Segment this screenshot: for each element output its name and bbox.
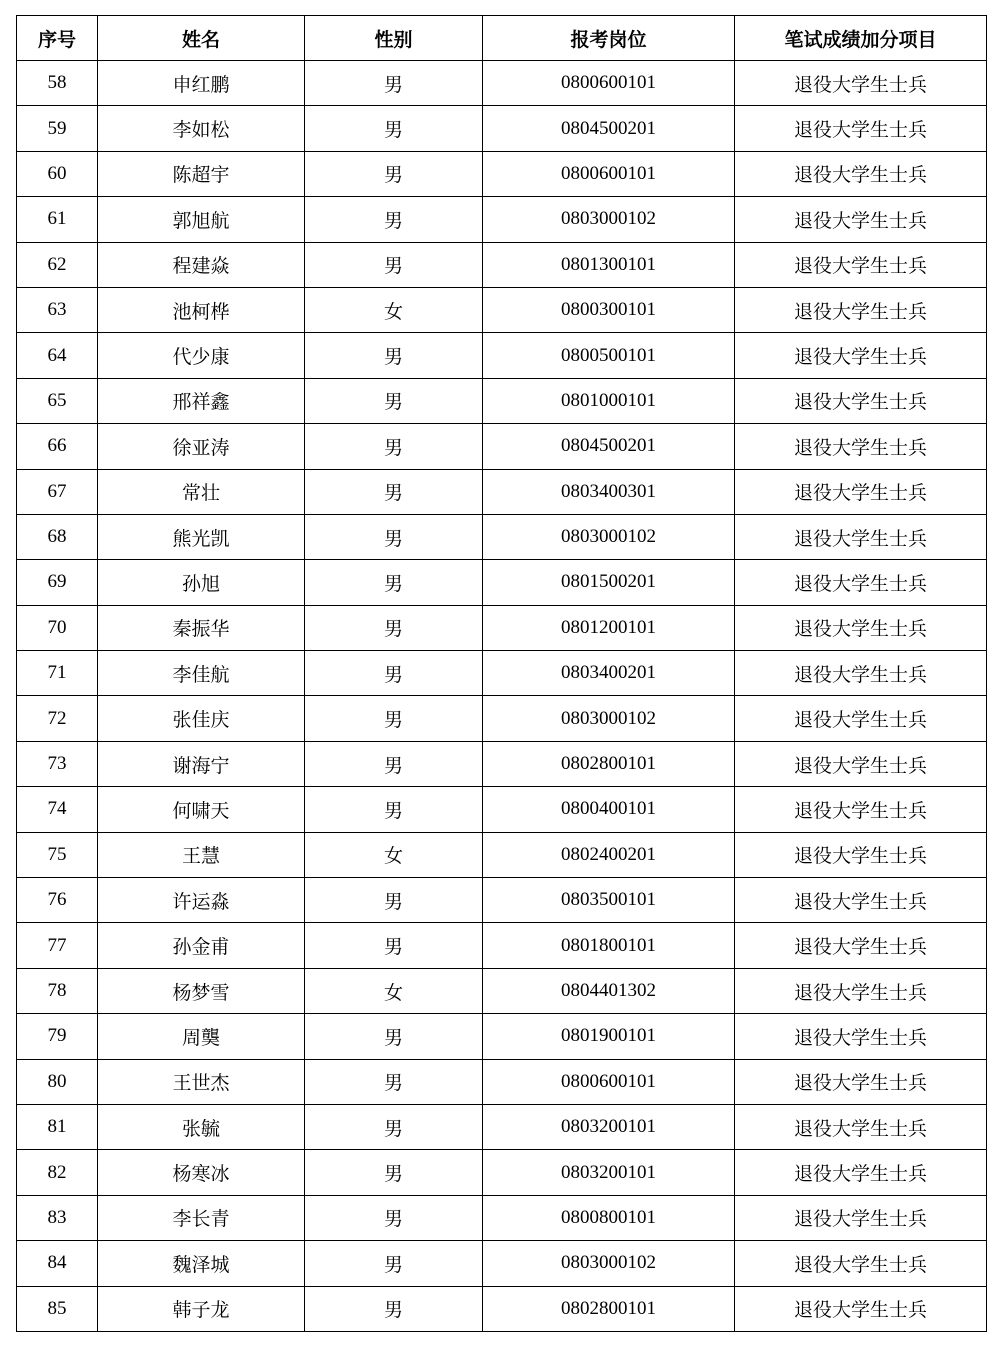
cell-position: 0801800101 — [483, 923, 735, 968]
cell-gender: 男 — [305, 514, 483, 559]
cell-name: 申红鹏 — [98, 61, 305, 106]
table-row — [17, 242, 987, 287]
cell-gender: 男 — [305, 696, 483, 741]
cell-name: 李长青 — [98, 1195, 305, 1240]
cell-bonus-item: 退役大学生士兵 — [735, 968, 987, 1013]
table-body — [17, 61, 987, 1332]
cell-serial: 61 — [17, 197, 98, 242]
cell-gender: 男 — [305, 1286, 483, 1331]
candidate-table — [16, 15, 987, 1332]
table-row — [17, 1286, 987, 1331]
cell-name: 王世杰 — [98, 1059, 305, 1104]
cell-gender: 男 — [305, 333, 483, 378]
cell-bonus-item: 退役大学生士兵 — [735, 197, 987, 242]
cell-serial: 84 — [17, 1241, 98, 1286]
cell-gender: 男 — [305, 605, 483, 650]
table-row — [17, 923, 987, 968]
cell-serial: 59 — [17, 106, 98, 151]
cell-serial: 72 — [17, 696, 98, 741]
cell-serial: 85 — [17, 1286, 98, 1331]
cell-serial: 77 — [17, 923, 98, 968]
cell-position: 0800600101 — [483, 151, 735, 196]
cell-bonus-item: 退役大学生士兵 — [735, 1014, 987, 1059]
cell-serial: 67 — [17, 469, 98, 514]
cell-name: 程建焱 — [98, 242, 305, 287]
cell-gender: 男 — [305, 787, 483, 832]
cell-name: 孙旭 — [98, 560, 305, 605]
table-row — [17, 61, 987, 106]
table-row — [17, 378, 987, 423]
cell-bonus-item: 退役大学生士兵 — [735, 878, 987, 923]
cell-serial: 71 — [17, 651, 98, 696]
cell-bonus-item: 退役大学生士兵 — [735, 696, 987, 741]
cell-serial: 76 — [17, 878, 98, 923]
cell-position: 0803000102 — [483, 1241, 735, 1286]
cell-gender: 男 — [305, 878, 483, 923]
cell-position: 0803200101 — [483, 1150, 735, 1195]
table-row — [17, 197, 987, 242]
cell-bonus-item: 退役大学生士兵 — [735, 651, 987, 696]
cell-position: 0804500201 — [483, 106, 735, 151]
cell-gender: 男 — [305, 1059, 483, 1104]
cell-position: 0800400101 — [483, 787, 735, 832]
cell-name: 孙金甫 — [98, 923, 305, 968]
cell-serial: 81 — [17, 1104, 98, 1149]
cell-gender: 女 — [305, 968, 483, 1013]
cell-serial: 68 — [17, 514, 98, 559]
header-gender: 性别 — [305, 16, 483, 61]
cell-bonus-item: 退役大学生士兵 — [735, 1059, 987, 1104]
header-row — [17, 16, 987, 61]
table-row — [17, 424, 987, 469]
cell-position: 0800500101 — [483, 333, 735, 378]
cell-bonus-item: 退役大学生士兵 — [735, 378, 987, 423]
cell-name: 徐亚涛 — [98, 424, 305, 469]
table-row — [17, 968, 987, 1013]
cell-position: 0801300101 — [483, 242, 735, 287]
cell-bonus-item: 退役大学生士兵 — [735, 1150, 987, 1195]
table-header — [17, 16, 987, 61]
cell-serial: 70 — [17, 605, 98, 650]
table-row — [17, 151, 987, 196]
cell-position: 0804401302 — [483, 968, 735, 1013]
cell-position: 0801000101 — [483, 378, 735, 423]
cell-name: 王慧 — [98, 832, 305, 877]
cell-bonus-item: 退役大学生士兵 — [735, 560, 987, 605]
table-row — [17, 787, 987, 832]
cell-bonus-item: 退役大学生士兵 — [735, 787, 987, 832]
cell-name: 魏泽城 — [98, 1241, 305, 1286]
table-row — [17, 651, 987, 696]
cell-gender: 男 — [305, 1014, 483, 1059]
cell-name: 何啸天 — [98, 787, 305, 832]
table-row — [17, 1059, 987, 1104]
cell-gender: 男 — [305, 1241, 483, 1286]
table-row — [17, 741, 987, 786]
cell-position: 0803500101 — [483, 878, 735, 923]
cell-name: 李如松 — [98, 106, 305, 151]
table-row — [17, 287, 987, 332]
table-row — [17, 605, 987, 650]
cell-gender: 男 — [305, 469, 483, 514]
cell-name: 邢祥鑫 — [98, 378, 305, 423]
document-page — [16, 15, 986, 1332]
cell-name: 杨梦雪 — [98, 968, 305, 1013]
cell-name: 常壮 — [98, 469, 305, 514]
cell-position: 0803000102 — [483, 514, 735, 559]
cell-bonus-item: 退役大学生士兵 — [735, 61, 987, 106]
cell-gender: 男 — [305, 378, 483, 423]
cell-name: 陈超宇 — [98, 151, 305, 196]
header-serial: 序号 — [17, 16, 98, 61]
cell-gender: 男 — [305, 741, 483, 786]
table-row — [17, 832, 987, 877]
cell-name: 池柯桦 — [98, 287, 305, 332]
cell-serial: 60 — [17, 151, 98, 196]
cell-gender: 男 — [305, 61, 483, 106]
cell-serial: 80 — [17, 1059, 98, 1104]
cell-bonus-item: 退役大学生士兵 — [735, 106, 987, 151]
cell-position: 0802800101 — [483, 1286, 735, 1331]
table-row — [17, 106, 987, 151]
cell-position: 0802800101 — [483, 741, 735, 786]
cell-position: 0800600101 — [483, 1059, 735, 1104]
cell-position: 0800300101 — [483, 287, 735, 332]
cell-serial: 66 — [17, 424, 98, 469]
table-row — [17, 469, 987, 514]
cell-gender: 男 — [305, 106, 483, 151]
header-position: 报考岗位 — [483, 16, 735, 61]
cell-name: 韩子龙 — [98, 1286, 305, 1331]
cell-bonus-item: 退役大学生士兵 — [735, 1286, 987, 1331]
cell-bonus-item: 退役大学生士兵 — [735, 469, 987, 514]
cell-gender: 女 — [305, 832, 483, 877]
cell-serial: 65 — [17, 378, 98, 423]
cell-position: 0801200101 — [483, 605, 735, 650]
cell-gender: 男 — [305, 197, 483, 242]
cell-serial: 82 — [17, 1150, 98, 1195]
cell-serial: 78 — [17, 968, 98, 1013]
cell-name: 张佳庆 — [98, 696, 305, 741]
cell-name: 周龑 — [98, 1014, 305, 1059]
header-name: 姓名 — [98, 16, 305, 61]
cell-name: 张毓 — [98, 1104, 305, 1149]
cell-serial: 69 — [17, 560, 98, 605]
cell-serial: 75 — [17, 832, 98, 877]
cell-bonus-item: 退役大学生士兵 — [735, 151, 987, 196]
cell-serial: 58 — [17, 61, 98, 106]
cell-name: 李佳航 — [98, 651, 305, 696]
cell-name: 许运淼 — [98, 878, 305, 923]
cell-gender: 男 — [305, 651, 483, 696]
cell-position: 0804500201 — [483, 424, 735, 469]
cell-position: 0801500201 — [483, 560, 735, 605]
table-row — [17, 1241, 987, 1286]
cell-serial: 62 — [17, 242, 98, 287]
cell-gender: 男 — [305, 151, 483, 196]
cell-serial: 73 — [17, 741, 98, 786]
table-row — [17, 1150, 987, 1195]
cell-gender: 男 — [305, 1104, 483, 1149]
cell-gender: 男 — [305, 923, 483, 968]
header-bonus-item: 笔试成绩加分项目 — [735, 16, 987, 61]
table-row — [17, 560, 987, 605]
cell-gender: 男 — [305, 424, 483, 469]
cell-bonus-item: 退役大学生士兵 — [735, 1195, 987, 1240]
cell-serial: 79 — [17, 1014, 98, 1059]
cell-bonus-item: 退役大学生士兵 — [735, 424, 987, 469]
cell-bonus-item: 退役大学生士兵 — [735, 333, 987, 378]
cell-position: 0803400201 — [483, 651, 735, 696]
cell-position: 0800800101 — [483, 1195, 735, 1240]
cell-gender: 男 — [305, 242, 483, 287]
cell-position: 0802400201 — [483, 832, 735, 877]
cell-position: 0803400301 — [483, 469, 735, 514]
cell-position: 0803000102 — [483, 696, 735, 741]
cell-serial: 64 — [17, 333, 98, 378]
table-row — [17, 1014, 987, 1059]
cell-serial: 63 — [17, 287, 98, 332]
cell-bonus-item: 退役大学生士兵 — [735, 514, 987, 559]
cell-serial: 83 — [17, 1195, 98, 1240]
cell-bonus-item: 退役大学生士兵 — [735, 242, 987, 287]
table-row — [17, 514, 987, 559]
cell-gender: 男 — [305, 1195, 483, 1240]
cell-gender: 女 — [305, 287, 483, 332]
cell-gender: 男 — [305, 1150, 483, 1195]
cell-serial: 74 — [17, 787, 98, 832]
cell-name: 代少康 — [98, 333, 305, 378]
table-row — [17, 333, 987, 378]
cell-name: 熊光凯 — [98, 514, 305, 559]
table-row — [17, 1104, 987, 1149]
cell-bonus-item: 退役大学生士兵 — [735, 923, 987, 968]
cell-bonus-item: 退役大学生士兵 — [735, 1241, 987, 1286]
cell-bonus-item: 退役大学生士兵 — [735, 605, 987, 650]
cell-name: 郭旭航 — [98, 197, 305, 242]
table-row — [17, 1195, 987, 1240]
cell-bonus-item: 退役大学生士兵 — [735, 832, 987, 877]
cell-position: 0803200101 — [483, 1104, 735, 1149]
cell-name: 谢海宁 — [98, 741, 305, 786]
cell-position: 0803000102 — [483, 197, 735, 242]
cell-name: 杨寒冰 — [98, 1150, 305, 1195]
cell-bonus-item: 退役大学生士兵 — [735, 1104, 987, 1149]
table-row — [17, 878, 987, 923]
cell-gender: 男 — [305, 560, 483, 605]
cell-bonus-item: 退役大学生士兵 — [735, 741, 987, 786]
cell-name: 秦振华 — [98, 605, 305, 650]
cell-position: 0800600101 — [483, 61, 735, 106]
cell-position: 0801900101 — [483, 1014, 735, 1059]
table-row — [17, 696, 987, 741]
cell-bonus-item: 退役大学生士兵 — [735, 287, 987, 332]
